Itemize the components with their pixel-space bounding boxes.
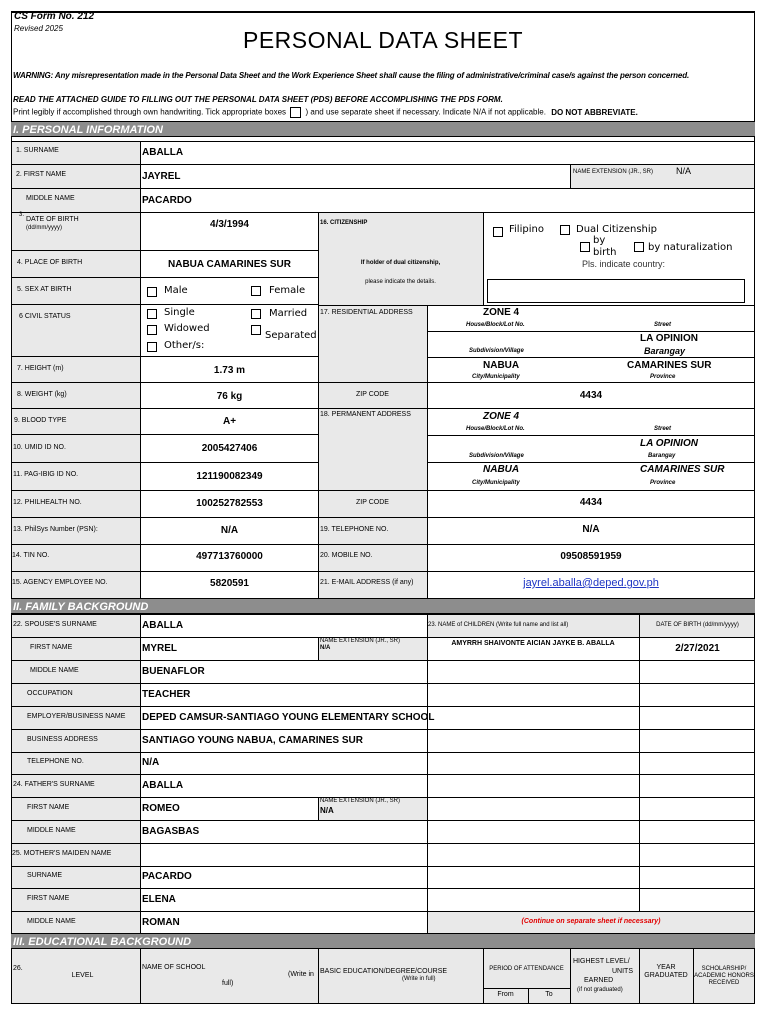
residential-address-label: 17. RESIDENTIAL ADDRESS (320, 309, 413, 316)
year-header-a: YEAR (656, 964, 676, 971)
year-header-b: GRADUATED (644, 972, 688, 979)
female-option: Female (269, 285, 306, 296)
section-personal-information: I. PERSONAL INFORMATION (11, 121, 755, 137)
dob-field[interactable]: 4/3/1994 (210, 219, 249, 230)
separated-checkbox[interactable] (251, 325, 261, 335)
children-dob-label: DATE OF BIRTH (dd/mm/yyyy) (656, 622, 739, 628)
male-checkbox[interactable] (147, 287, 157, 297)
others-checkbox[interactable] (147, 342, 157, 352)
height-label: 7. HEIGHT (m) (17, 365, 64, 372)
father-first-label: FIRST NAME (27, 804, 70, 811)
res-zip-label: ZIP CODE (356, 391, 389, 398)
mobile-field[interactable]: 09508591959 (560, 551, 622, 562)
sample-checkbox (290, 107, 301, 118)
level-header: LEVEL (71, 972, 94, 979)
perm-zip-field[interactable]: 4434 (579, 497, 603, 508)
by-naturalization-option: by naturalization (648, 242, 733, 253)
dob-format: (dd/mm/yyyy) (26, 225, 62, 231)
permanent-address-label: 18. PERMANENT ADDRESS (320, 411, 411, 418)
res-province-field[interactable]: CAMARINES SUR (627, 360, 712, 371)
email-link[interactable]: jayrel.aballa@deped.gov.ph (523, 577, 659, 589)
honors-header-b: ACADEMIC HONORS (694, 973, 754, 979)
psn-label: 13. PhilSys Number (PSN): (13, 526, 98, 533)
course-header-b: (Write in full) (402, 976, 436, 982)
telephone-field[interactable]: N/A (582, 524, 600, 535)
philhealth-label: 12. PHILHEALTH NO. (13, 499, 82, 506)
civil-status-label: 6 CIVIL STATUS (19, 313, 71, 320)
middle-name-field[interactable]: PACARDO (142, 195, 192, 206)
female-checkbox[interactable] (251, 286, 261, 296)
perm-province-field[interactable]: CAMARINES SUR (640, 464, 725, 475)
honors-header-c: RECEIVED (708, 980, 740, 986)
res-province-caption: Province (650, 374, 676, 380)
pagibig-label: 11. PAG-IBIG ID NO. (13, 471, 79, 478)
mother-surname-field[interactable]: PACARDO (142, 871, 192, 882)
weight-field[interactable]: 76 kg (216, 391, 243, 402)
separated-option: Separated (265, 330, 317, 341)
others-option: Other/s: (164, 340, 205, 351)
married-checkbox[interactable] (251, 309, 261, 319)
sex-label: 5. SEX AT BIRTH (17, 286, 72, 293)
single-checkbox[interactable] (147, 309, 157, 319)
perm-barangay-caption: Barangay (648, 453, 676, 459)
res-city-field[interactable]: NABUA (483, 360, 520, 371)
res-house-caption: House/Block/Lot No. (466, 322, 525, 328)
guide-instruction: READ THE ATTACHED GUIDE TO FILLING OUT THE PERSONAL DATA SHEET (PDS) BEFORE ACCOMPLISHING THE PDS FORM. (13, 95, 503, 104)
by-birth-checkbox[interactable] (580, 242, 590, 252)
res-city-caption: City/Municipality (472, 374, 520, 380)
mother-first-field[interactable]: ELENA (142, 894, 176, 905)
page-title: PERSONAL DATA SHEET (242, 27, 524, 53)
first-name-label: 2. FIRST NAME (16, 171, 67, 178)
perm-province-caption: Province (650, 480, 676, 486)
honors-header-a: SCHOLARSHIP/ (701, 966, 747, 972)
male-option: Male (164, 285, 188, 296)
highest-header-d: (if not graduated) (577, 987, 623, 993)
pob-field[interactable]: NABUA CAMARINES SUR (168, 259, 291, 270)
by-birth-option: by birth (593, 235, 617, 258)
dual-citizenship-checkbox[interactable] (560, 225, 570, 235)
child-1-dob[interactable]: 2/27/2021 (675, 643, 720, 654)
father-surname-label: 24. FATHER'S SURNAME (13, 781, 95, 788)
spouse-telephone-label: TELEPHONE NO. (27, 758, 84, 765)
employer-field[interactable]: DEPED CAMSUR-SANTIAGO YOUNG ELEMENTARY SCHOOL (142, 712, 435, 723)
filipino-option: Filipino (509, 224, 544, 235)
dual-note-line2: please indicate the details. (365, 279, 436, 285)
continue-note: (Continue on separate sheet if necessary) (521, 918, 661, 925)
mother-middle-field[interactable]: ROMAN (142, 917, 180, 928)
surname-label: 1. SURNAME (16, 147, 59, 154)
email-field[interactable] (427, 577, 755, 589)
occupation-label: OCCUPATION (27, 690, 73, 697)
citizenship-label: 16. CITIZENSHIP (320, 220, 368, 226)
education-number: 26. (13, 965, 23, 972)
dob-number: 3. (19, 212, 25, 218)
pagibig-field[interactable]: 121190082349 (196, 471, 263, 482)
father-ext-label: NAME EXTENSION (JR., SR) (320, 798, 401, 804)
perm-subdivision-caption: Subdivision/Village (469, 453, 524, 459)
father-surname-field[interactable]: ABALLA (142, 780, 184, 791)
spouse-telephone-field[interactable]: N/A (142, 757, 160, 768)
agency-employee-field[interactable]: 5820591 (210, 578, 249, 589)
mother-maiden-label: 25. MOTHER'S MAIDEN NAME (12, 850, 112, 857)
res-barangay-field[interactable]: LA OPINION (640, 333, 698, 344)
res-barangay-caption: Barangay (644, 346, 686, 356)
section-educational-background: III. EDUCATIONAL BACKGROUND (11, 933, 755, 949)
spouse-first-label: FIRST NAME (30, 644, 73, 651)
father-ext-field[interactable]: N/A (320, 806, 334, 815)
form-number: CS Form No. 212 (14, 11, 95, 22)
tin-field[interactable]: 497713760000 (196, 551, 263, 562)
blood-type-label: 9. BLOOD TYPE (14, 417, 67, 424)
print-instruction-a: Print legibly if accomplished through own handwriting. Tick appropriate boxes (13, 107, 287, 117)
height-field[interactable]: 1.73 m (213, 365, 246, 376)
father-middle-label: MIDDLE NAME (27, 827, 76, 834)
period-header: PERIOD OF ATTENDANCE (489, 966, 564, 972)
form-revision: Revised 2025 (14, 24, 63, 33)
psn-field[interactable]: N/A (220, 525, 239, 536)
blood-type-field[interactable]: A+ (222, 416, 237, 427)
spouse-ext-label: NAME EXTENSION (JR., SR) (320, 638, 401, 644)
perm-street-caption: Street (654, 426, 672, 432)
indicate-country-hint: Pls. indicate country: (582, 259, 666, 269)
school-header-b: (Write in (288, 971, 314, 978)
print-instruction (13, 107, 638, 118)
mother-middle-label: MIDDLE NAME (27, 918, 76, 925)
dob-label: DATE OF BIRTH (26, 216, 79, 223)
weight-label: 8. WEIGHT (kg) (17, 391, 67, 398)
spouse-surname-field[interactable]: ABALLA (142, 620, 184, 631)
employer-label: EMPLOYER/BUSINESS NAME (27, 713, 126, 720)
spouse-first-field[interactable]: MYREL (142, 643, 177, 654)
child-1-name[interactable]: AMYRRH SHAIVONTE AICIAN JAYKE B. ABALLA (451, 640, 615, 647)
widowed-option: Widowed (164, 323, 210, 334)
section-family-background: II. FAMILY BACKGROUND (11, 598, 755, 614)
philhealth-field[interactable]: 100252782553 (196, 498, 263, 509)
to-header: To (545, 991, 553, 998)
agency-employee-label: 15. AGENCY EMPLOYEE NO. (12, 579, 108, 586)
highest-header-b: UNITS (612, 968, 633, 975)
occupation-field[interactable]: TEACHER (142, 689, 191, 700)
warning-text: WARNING: Any misrepresentation made in the Personal Data Sheet and the Work Experience Sheet shall cause the filing of administrative/criminal case/s against the person concerned. (13, 71, 690, 80)
mobile-label: 20. MOBILE NO. (320, 552, 373, 559)
school-header-a: NAME OF SCHOOL (142, 964, 206, 971)
widowed-checkbox[interactable] (147, 325, 157, 335)
dual-note-line1: If holder of dual citizenship, (360, 260, 441, 266)
married-option: Married (269, 308, 308, 319)
course-header-a: BASIC EDUCATION/DEGREE/COURSE (320, 968, 448, 975)
res-zip-field[interactable]: 4434 (579, 390, 603, 401)
business-address-label: BUSINESS ADDRESS (27, 736, 98, 743)
filipino-checkbox[interactable] (493, 227, 503, 237)
dual-citizenship-option: Dual Citizenship (576, 224, 657, 235)
spouse-surname-label: 22. SPOUSE'S SURNAME (13, 621, 97, 628)
perm-city-caption: City/Municipality (472, 480, 520, 486)
perm-barangay-field[interactable]: LA OPINION (640, 438, 698, 449)
umid-label: 10. UMID ID NO. (13, 444, 66, 451)
from-header: From (497, 991, 514, 998)
name-extension-label: NAME EXTENSION (JR., SR) (573, 169, 654, 175)
perm-zip-label: ZIP CODE (356, 499, 389, 506)
middle-name-label: MIDDLE NAME (26, 195, 75, 202)
perm-house-caption: House/Block/Lot No. (466, 426, 525, 432)
telephone-label: 19. TELEPHONE NO. (320, 526, 389, 533)
surname-field[interactable]: ABALLA (142, 147, 184, 158)
res-subdivision-caption: Subdivision/Village (469, 348, 524, 354)
print-instruction-b: ) and use separate sheet if necessary. Indicate N/A if not applicable. (305, 107, 546, 117)
name-extension-field[interactable]: N/A (676, 166, 692, 176)
pob-label: 4. PLACE OF BIRTH (17, 259, 83, 266)
business-address-field[interactable]: SANTIAGO YOUNG NABUA, CAMARINES SUR (142, 735, 363, 746)
children-label: 23. NAME of CHILDREN (Write full name and list all) (428, 622, 569, 628)
single-option: Single (164, 307, 195, 318)
perm-city-field[interactable]: NABUA (483, 464, 520, 475)
spouse-middle-label: MIDDLE NAME (30, 667, 79, 674)
perm-house-field[interactable]: ZONE 4 (483, 411, 520, 422)
country-field[interactable] (487, 279, 745, 303)
highest-header-c: EARNED (584, 977, 614, 984)
umid-field[interactable]: 2005427406 (201, 443, 258, 454)
spouse-ext-field[interactable]: N/A (320, 645, 331, 651)
father-middle-field[interactable]: BAGASBAS (142, 826, 200, 837)
email-label: 21. E-MAIL ADDRESS (if any) (320, 579, 414, 586)
tin-label: 14. TIN NO. (12, 552, 50, 559)
by-naturalization-checkbox[interactable] (634, 242, 644, 252)
first-name-field[interactable]: JAYREL (142, 171, 181, 182)
school-header-c: full) (222, 980, 234, 987)
res-house-field[interactable]: ZONE 4 (483, 307, 520, 318)
no-abbreviate-note: DO NOT ABBREVIATE. (551, 107, 638, 117)
mother-first-label: FIRST NAME (27, 895, 70, 902)
highest-header-a: HIGHEST LEVEL/ (573, 958, 630, 965)
mother-surname-label: SURNAME (27, 872, 63, 879)
spouse-middle-field[interactable]: BUENAFLOR (142, 666, 205, 677)
father-first-field[interactable]: ROMEO (142, 803, 180, 814)
res-street-caption: Street (654, 322, 672, 328)
